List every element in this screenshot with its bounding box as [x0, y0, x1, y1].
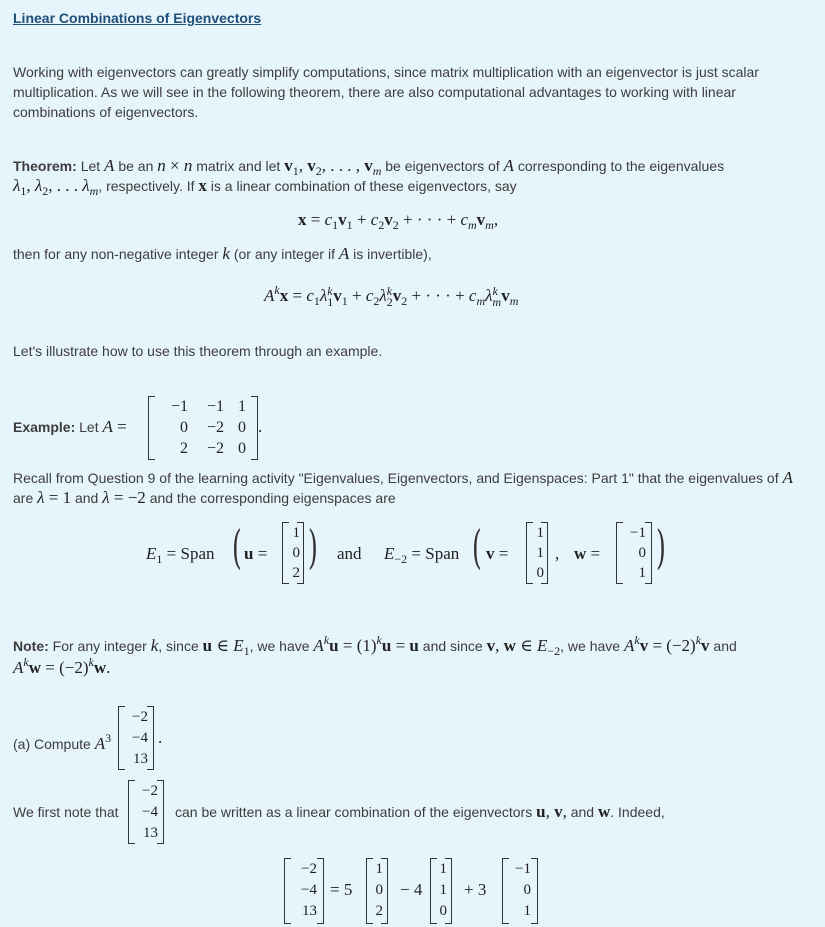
- note-line-1: Note: For any integer k, since u ∈ E1, we have Aku = (1)ku = u and since v, w ∈ E−2, we have Akv = (−2)kv and: [13, 633, 737, 658]
- equation-x: x = c1v1 + c2v2 + · · · + cmvm,: [298, 210, 499, 232]
- first-note-rest: can be written as a linear combination of the eigenvectors u, v, and w. Indeed,: [175, 802, 665, 821]
- vector-v: 1 1 0: [526, 522, 548, 584]
- e-neg2-label: $E_{-2}$ = Span: [384, 544, 460, 566]
- example-line: Example: Let A =: [13, 417, 127, 436]
- matrix-cell: 1: [238, 398, 246, 415]
- part-a-vector: −2 −4 13: [118, 706, 154, 770]
- theorem-then: then for any non-negative integer k (or any integer if A is invertible),: [13, 244, 432, 263]
- matrix-a: [148, 396, 258, 460]
- matrix-cell: 0: [238, 419, 246, 436]
- matrix-cell: −1: [206, 398, 224, 415]
- note-line-2: Akw = (−2)kw.: [13, 655, 111, 677]
- intro-line-2: multiplication. As we will see in the following theorem, there are also computational advantages to working with linear: [13, 84, 736, 100]
- coef-2: 4: [413, 880, 423, 899]
- matrix-cell: −1: [170, 398, 188, 415]
- vector-w: −1 0 1: [616, 522, 652, 584]
- coef-3: 3: [477, 880, 487, 899]
- combo-w-vector: −1 0 1: [502, 858, 538, 924]
- matrix-cell: −2: [206, 440, 224, 457]
- and-label: and: [337, 544, 362, 563]
- matrix-cell: 0: [238, 440, 246, 457]
- combo-lhs-vector: −2 −4 13: [284, 858, 324, 924]
- equation-akx: Akx = c1λk 1v1 + c2λk 2v2 + · · · + cmλk mvm: [264, 283, 519, 310]
- coef-1: 5: [343, 880, 353, 899]
- first-note-vector: −2 −4 13: [128, 780, 164, 844]
- matrix-cell: 2: [180, 440, 188, 457]
- intro-line-3: combinations of eigenvectors.: [13, 104, 199, 120]
- combo-v-vector: 1 1 0: [430, 858, 452, 924]
- theorem-line-2: λ1, λ2, . . . λm, respectively. If x is a linear combination of these eigenvectors, say: [13, 176, 517, 198]
- recall-line-1: Recall from Question 9 of the learning activity "Eigenvalues, Eigenvectors, and Eigenspaces: Part 1" that the eigenvalues of A: [13, 468, 793, 487]
- combo-u-vector: 1 0 2: [366, 858, 388, 924]
- theorem-label: Theorem:: [13, 158, 77, 174]
- illustrate-text: Let's illustrate how to use this theorem through an example.: [13, 343, 383, 359]
- recall-line-2: are λ = 1 and λ = −2 and the corresponding eigenspaces are: [13, 488, 396, 507]
- part-a-label: (a) Compute A3: [13, 731, 112, 753]
- page-title[interactable]: Linear Combinations of Eigenvectors: [13, 10, 262, 26]
- intro-line-1: Working with eigenvectors can greatly simplify computations, since matrix multiplication with an eigenvector is just scalar: [13, 64, 759, 80]
- first-note-text: We first note that: [13, 804, 119, 820]
- vector-u: 1 0 2: [282, 522, 304, 584]
- theorem-line-1: Theorem: Let A be an n × n matrix and let v1, v2, . . . , vm be eigenvectors of A corresponding to the eigenvalues: [13, 156, 725, 178]
- e1-label: $E_1$ = Span: [146, 544, 215, 566]
- matrix-cell: 0: [180, 419, 188, 436]
- matrix-cell: −2: [206, 419, 224, 436]
